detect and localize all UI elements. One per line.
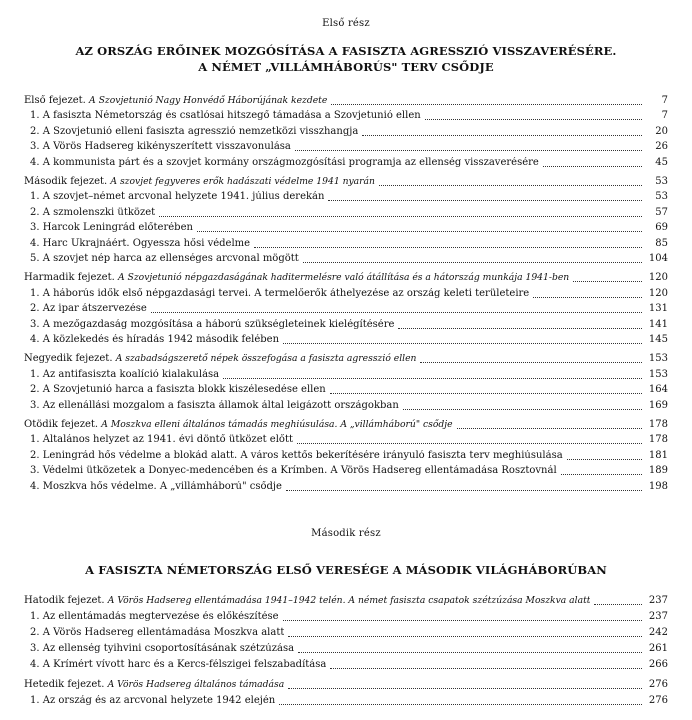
section-title: 2. A Vörös Hadsereg ellentámadása Moszkva alatt (30, 627, 285, 638)
dot-leader (297, 442, 642, 444)
dot-leader (379, 184, 642, 186)
page-number: 20 (655, 125, 668, 137)
toc-section-entry (30, 250, 668, 265)
page-number: 178 (648, 434, 668, 446)
page-number: 198 (648, 480, 668, 492)
page-number: 153 (648, 368, 668, 380)
section-title: 1. A háborús idők első népgazdasági tervei. A termelőerők áthelyezése az ország keleti területeire (30, 287, 530, 299)
dot-leader (573, 280, 642, 282)
page-number: 181 (648, 449, 668, 461)
part1-title-line2: A NÉMET „VILLÁMHÁBORÚS" TERV CSŐDJE (198, 60, 494, 74)
page-number: 237 (648, 611, 668, 622)
dot-leader (254, 246, 642, 248)
chapter-heading (24, 595, 590, 607)
section-title: 3. Harcok Leningrád előterében (30, 222, 193, 234)
toc-section-entry (30, 331, 668, 346)
page-number: 120 (648, 272, 668, 284)
chapter-heading (24, 176, 375, 188)
page-number: 131 (648, 303, 668, 315)
chapter-number: Hetedik fejezet. (24, 679, 105, 690)
page-number: 45 (655, 156, 668, 168)
chapter-number: Harmadik fejezet. (24, 272, 115, 284)
section-title: 3. A mezőgazdaság mozgósítása a háború szükségleteinek kielégítésére (30, 318, 395, 330)
page-number: 26 (655, 141, 668, 153)
section-title: 5. A szovjet nép harca az ellenséges arcvonal mögött (30, 253, 299, 264)
page-number: 276 (648, 679, 668, 690)
toc-section-entry (30, 656, 668, 671)
section-title: 1. Az ország és az arcvonal helyzete 1942 elején (30, 695, 276, 706)
toc-section-entry (30, 608, 668, 623)
dot-leader (283, 619, 642, 621)
chapter-heading (24, 353, 416, 365)
dot-leader (223, 377, 642, 379)
dot-leader (533, 296, 642, 298)
page-number: 242 (648, 627, 668, 638)
toc-section-entry (30, 204, 668, 219)
dot-leader (398, 327, 642, 329)
section-title: 4. A kommunista párt és a szovjet kormány országmozgósítási programja az ellenség visszaverésére (30, 156, 539, 168)
toc-section-entry (30, 640, 668, 655)
page-number: 189 (648, 465, 668, 477)
toc-section-entry (30, 188, 668, 203)
section-title: 2. A szmolenszki ütközet (30, 206, 156, 218)
chapter-subtitle: A szovjet fegyveres erők hadászati védelme 1941 nyarán (110, 176, 375, 187)
toc-chapter-entry (24, 92, 668, 107)
page-number: 261 (648, 643, 668, 654)
toc-section-entry (30, 366, 668, 381)
dot-leader (286, 489, 642, 491)
section-title: 3. Az ellenség tyihvini csoportosításának szétzúzása (30, 643, 295, 654)
section-title: 1. Az antifasiszta koalíció kialakulása (30, 368, 220, 380)
chapter-subtitle: A Szovjetunió Nagy Honvédő Háborújának kezdete (89, 95, 328, 106)
chapter-heading (24, 272, 569, 284)
toc-section-entry (30, 107, 668, 122)
chapter-heading (24, 679, 284, 691)
dot-leader (331, 103, 642, 105)
dot-leader (543, 165, 642, 167)
section-title: 1. A szovjet–német arcvonal helyzete 1941. július derekán (30, 191, 325, 203)
dot-leader (279, 703, 642, 705)
toc-section-entry (30, 154, 668, 169)
toc-section-entry (30, 397, 668, 412)
page-number: 141 (648, 318, 668, 330)
page-number: 7 (661, 95, 668, 106)
dot-leader (159, 215, 642, 217)
dot-leader (561, 473, 642, 475)
section-title: 2. Leningrád hős védelme a blokád alatt. A város kettős bekerítésére irányuló fasiszta terv meghiúsulása (30, 449, 563, 461)
dot-leader (403, 408, 642, 410)
section-title: 4. A közlekedés és híradás 1942 második felében (30, 334, 280, 345)
chapter-subtitle: A Vörös Hadsereg általános támadása (107, 679, 285, 690)
section-title: 4. A Krímért vívott harc és a Kercs-félszigei felszabadítása (30, 659, 327, 670)
chapter-heading (24, 95, 327, 107)
toc-chapter-entry (24, 592, 668, 607)
chapter-number: Második fejezet. (24, 176, 108, 187)
chapter-subtitle: A Szovjetunió népgazdaságának haditermelésre való átállítása és a hátország munkája 1941-ben (117, 272, 570, 284)
section-title: 2. Az ipar átszervezése (30, 303, 147, 315)
part2-label: Második rész (311, 528, 381, 539)
dot-leader (288, 635, 642, 637)
toc-section-entry (30, 462, 668, 477)
page-number: 57 (655, 206, 668, 218)
dot-leader (330, 667, 642, 669)
dot-leader (328, 199, 642, 201)
page-number: 53 (655, 191, 668, 203)
toc-section-entry (30, 138, 668, 153)
dot-leader (298, 651, 642, 653)
toc-section-entry (30, 300, 668, 315)
toc-section-entry (30, 235, 668, 250)
page-number: 276 (648, 695, 668, 706)
toc-section-entry (30, 624, 668, 639)
toc-chapter-entry (24, 173, 668, 188)
chapter-subtitle: A Vörös Hadsereg ellentámadása 1941–1942 telén. A német fasiszta csapatok szétzúzása Moszkva alatt (107, 595, 591, 606)
section-title: 1. Általános helyzet az 1941. évi döntő ütközet előtt (30, 434, 293, 446)
section-title: 2. A Szovjetunió elleni fasiszta agresszió nemzetközi visszhangja (30, 125, 359, 137)
part1-title-line1: AZ ORSZÁG ERŐINEK MOZGÓSÍTÁSA A FASISZTA AGRESSZIÓ VISSZAVERÉSÉRE. (75, 44, 617, 58)
page-number: 164 (648, 384, 668, 396)
section-title: 4. Harc Ukrajnáért. Ogyessza hősi védelme (30, 237, 251, 249)
toc-chapter-entry (24, 269, 668, 284)
dot-leader (288, 687, 642, 689)
dot-leader (295, 149, 642, 151)
dot-leader (197, 230, 642, 232)
chapter-heading (24, 419, 453, 431)
toc-section-entry (30, 478, 668, 493)
page-number: 120 (648, 287, 668, 299)
chapter-subtitle: A szabadságszerető népek összefogása a fasiszta agresszió ellen (115, 353, 417, 365)
section-title: 4. Moszkva hős védelme. A „villámháború" csődje (30, 480, 282, 492)
page-number: 53 (655, 176, 668, 187)
page-number: 237 (648, 595, 668, 606)
section-title: 1. A fasiszta Németország és csatlósai hitszegő támadása a Szovjetunió ellen (30, 110, 421, 122)
section-title: 1. Az ellentámadás megtervezése és előkészítése (30, 611, 279, 622)
dot-leader (151, 311, 642, 313)
toc-section-entry (30, 381, 668, 396)
toc-chapter-entry (24, 350, 668, 365)
section-title: 3. Az ellenállási mozgalom a fasiszta államok által leigázott országokban (30, 399, 399, 411)
page-number: 178 (648, 419, 668, 430)
chapter-number: Ötödik fejezet. (24, 419, 99, 430)
dot-leader (420, 361, 642, 363)
chapter-subtitle: A Moszkva elleni általános támadás meghiúsulása. A „villámháború" csődje (101, 419, 453, 430)
dot-leader (567, 458, 642, 460)
dot-leader (457, 427, 642, 429)
toc-section-entry (30, 123, 668, 138)
page-number: 169 (648, 399, 668, 411)
part2-title: A FASISZTA NÉMETORSZÁG ELSŐ VERESÉGE A MÁSODIK VILÁGHÁBORÚBAN (85, 563, 607, 577)
toc-section-entry (30, 692, 668, 707)
chapter-number: Hatodik fejezet. (24, 595, 105, 606)
toc-section-entry (30, 431, 668, 446)
chapter-number: Első fejezet. (24, 95, 86, 106)
page-number: 7 (661, 110, 668, 122)
dot-leader (303, 261, 642, 263)
part1-label: Első rész (322, 18, 370, 29)
page-number: 266 (648, 659, 668, 670)
toc-section-entry (30, 285, 668, 300)
page-number: 104 (648, 253, 668, 264)
toc-chapter-entry (24, 676, 668, 691)
page-number: 145 (648, 334, 668, 345)
section-title: 2. A Szovjetunió harca a fasiszta blokk kiszélesedése ellen (30, 384, 326, 396)
dot-leader (283, 342, 642, 344)
page-number: 69 (655, 222, 668, 234)
dot-leader (362, 134, 642, 136)
dot-leader (594, 603, 642, 605)
toc-chapter-entry (24, 416, 668, 431)
toc-section-entry (30, 316, 668, 331)
section-title: 3. A Vörös Hadsereg kikényszerített visszavonulása (30, 141, 291, 153)
dot-leader (425, 118, 642, 120)
page-number: 153 (648, 353, 668, 365)
toc-section-entry (30, 219, 668, 234)
page-number: 85 (655, 237, 668, 249)
chapter-number: Negyedik fejezet. (24, 353, 113, 365)
section-title: 3. Védelmi ütközetek a Donyec-medencében és a Krímben. A Vörös Hadsereg ellentámadása Rosztovnál (30, 465, 557, 477)
dot-leader (330, 392, 642, 394)
toc-section-entry (30, 447, 668, 462)
